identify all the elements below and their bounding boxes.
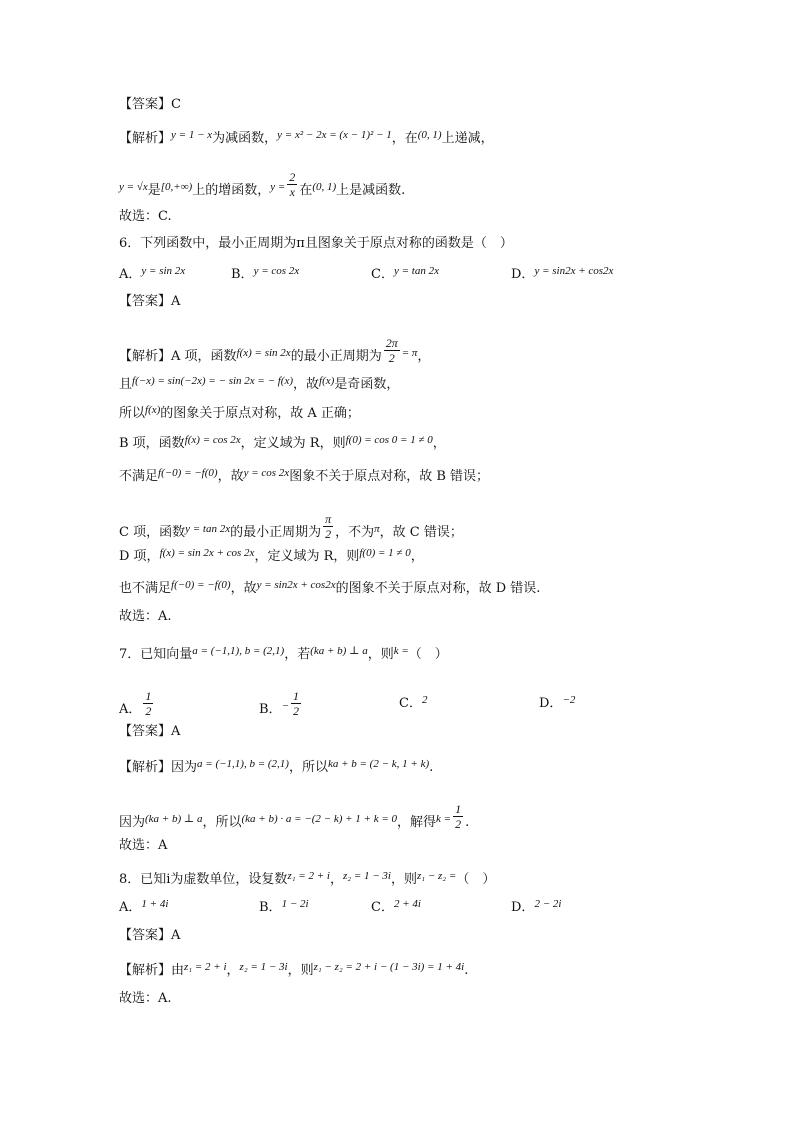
fraction: $\frac{\pi}{2}$ bbox=[325, 512, 332, 541]
q6-option-a: A．$^{y = sin 2x}$ bbox=[119, 265, 186, 282]
q8-answer: 【答案】A bbox=[119, 928, 181, 943]
q6-option-b: B．$^{y = cos 2x}$ bbox=[231, 265, 300, 282]
q7-conclusion: 故选：A bbox=[119, 838, 168, 853]
q7-option-a: A． $\frac{1}{2}$ bbox=[119, 689, 152, 718]
q5-conclusion: 故选：C. bbox=[119, 209, 172, 224]
q8-conclusion: 故选：A. bbox=[119, 991, 172, 1006]
q6-explanation-line6: C 项，函数$^{y = tan 2x}$的最小正周期为 $\frac{\pi}{2}$ ，不为$^\pi$，故 C 错误； bbox=[119, 512, 463, 541]
fraction: $\frac{2\pi}{2}$ bbox=[385, 336, 398, 365]
q8-option-c: C．$^{2 + 4i}$ bbox=[371, 898, 421, 915]
q5-explanation-line2: $^{y = √x}$是$^{[0,+\infty)}$上的增函数，$^{y =}$ $\frac{2}{x}$ 在$^{(0, 1)}$上是减函数. bbox=[119, 170, 406, 199]
fraction: $\frac{1}{2}$ bbox=[293, 689, 299, 718]
q8-stem: 8．已知i为虚数单位，设复数$^{z_1 = 2 + i}$，$^{z_2 = 1 - 3i}$，则$^{z_1 - z_2 =}$（ ） bbox=[119, 870, 496, 887]
q8-option-a: A．$^{1 + 4i}$ bbox=[119, 898, 169, 915]
q7-explanation-line2: 因为$^{(ka + b) \perp a}$，所以$^{(ka + b) \cdot a = -(2 - k) + 1 + k = 0}$，解得$^{k =}$ $\frac{1}{2}$ . bbox=[119, 802, 470, 831]
q5-answer: 【答案】C bbox=[119, 97, 181, 112]
fraction: $\frac{2}{x}$ bbox=[289, 170, 296, 199]
q7-option-d: D．$^{-2}$ bbox=[539, 694, 576, 711]
q7-stem: 7．已知向量$^{a = (-1,1), b = (2,1)}$，若$^{(ka + b) \perp a}$，则$^{k =}$（ ） bbox=[119, 645, 448, 662]
q6-explanation-line5: 不满足$^{f(-0) = -f(0)}$，故$^{y = cos 2x}$图象不关于原点对称，故 B 错误； bbox=[119, 467, 490, 484]
q7-explanation-line1: 【解析】因为$^{a = (-1,1), b = (2,1)}$，所以$^{ka + b = (2 - k, 1 + k)}$. bbox=[119, 758, 434, 775]
q6-explanation-line3: 所以$^{f(x)}$的图象关于原点对称，故 A 正确； bbox=[119, 404, 360, 421]
q6-explanation-line7: D 项，$^{f(x) = sin 2x + cos 2x}$，定义域为 R，则$^{f(0) = 1 \ne 0}$， bbox=[119, 547, 424, 564]
fraction: $\frac{1}{2}$ bbox=[455, 802, 462, 831]
q6-conclusion: 故选：A. bbox=[119, 609, 172, 624]
q7-option-b: B．− $\frac{1}{2}$ bbox=[259, 689, 299, 718]
q7-option-c: C．$^2$ bbox=[399, 694, 428, 711]
fraction: $\frac{1}{2}$ bbox=[145, 689, 152, 718]
q5-explanation-line1: 【解析】$^{y = 1 - x}$为减函数，$^{y = x^2 - 2x = (x - 1)^2 - 1}$，在$^{(0, 1)}$上递减， bbox=[119, 129, 494, 146]
q6-explanation-line2: 且$^{f(-x) = sin(-2x) = - sin 2x = - f(x)}$，故$^{f(x)}$是奇函数， bbox=[119, 375, 400, 392]
q6-explanation-line1: 【解析】A 项，函数$^{f(x) = sin 2x}$的最小正周期为 $\frac{2\pi}{2}$ $^{= \pi}$， bbox=[119, 336, 431, 365]
q8-option-b: B．$^{1 - 2i}$ bbox=[259, 898, 309, 915]
q6-option-d: D．$^{y = sin2x + cos2x}$ bbox=[511, 265, 614, 282]
q6-explanation-line8: 也不满足$^{f(-0) = -f(0)}$，故$^{y = sin2x + cos2x}$的图象不关于原点对称，故 D 错误. bbox=[119, 579, 541, 596]
q8-explanation-line1: 【解析】由$^{z_1 = 2 + i}$，$^{z_2 = 1 - 3i}$，则$^{z_1 - z_2 = 2 + i - (1 - 3i) = 1 + 4i}$. bbox=[119, 961, 469, 978]
q6-stem: 6．下列函数中，最小正周期为π且图象关于原点对称的函数是（ ） bbox=[119, 236, 513, 251]
q8-option-d: D．$^{2 - 2i}$ bbox=[511, 898, 562, 915]
q6-explanation-line4: B 项，函数$^{f(x) = cos 2x}$，定义域为 R，则$^{f(0) = cos 0 = 1 \ne 0}$， bbox=[119, 434, 446, 451]
q6-option-c: C．$^{y = tan 2x}$ bbox=[371, 265, 439, 282]
q6-answer: 【答案】A bbox=[119, 294, 181, 309]
q7-answer: 【答案】A bbox=[119, 724, 181, 739]
